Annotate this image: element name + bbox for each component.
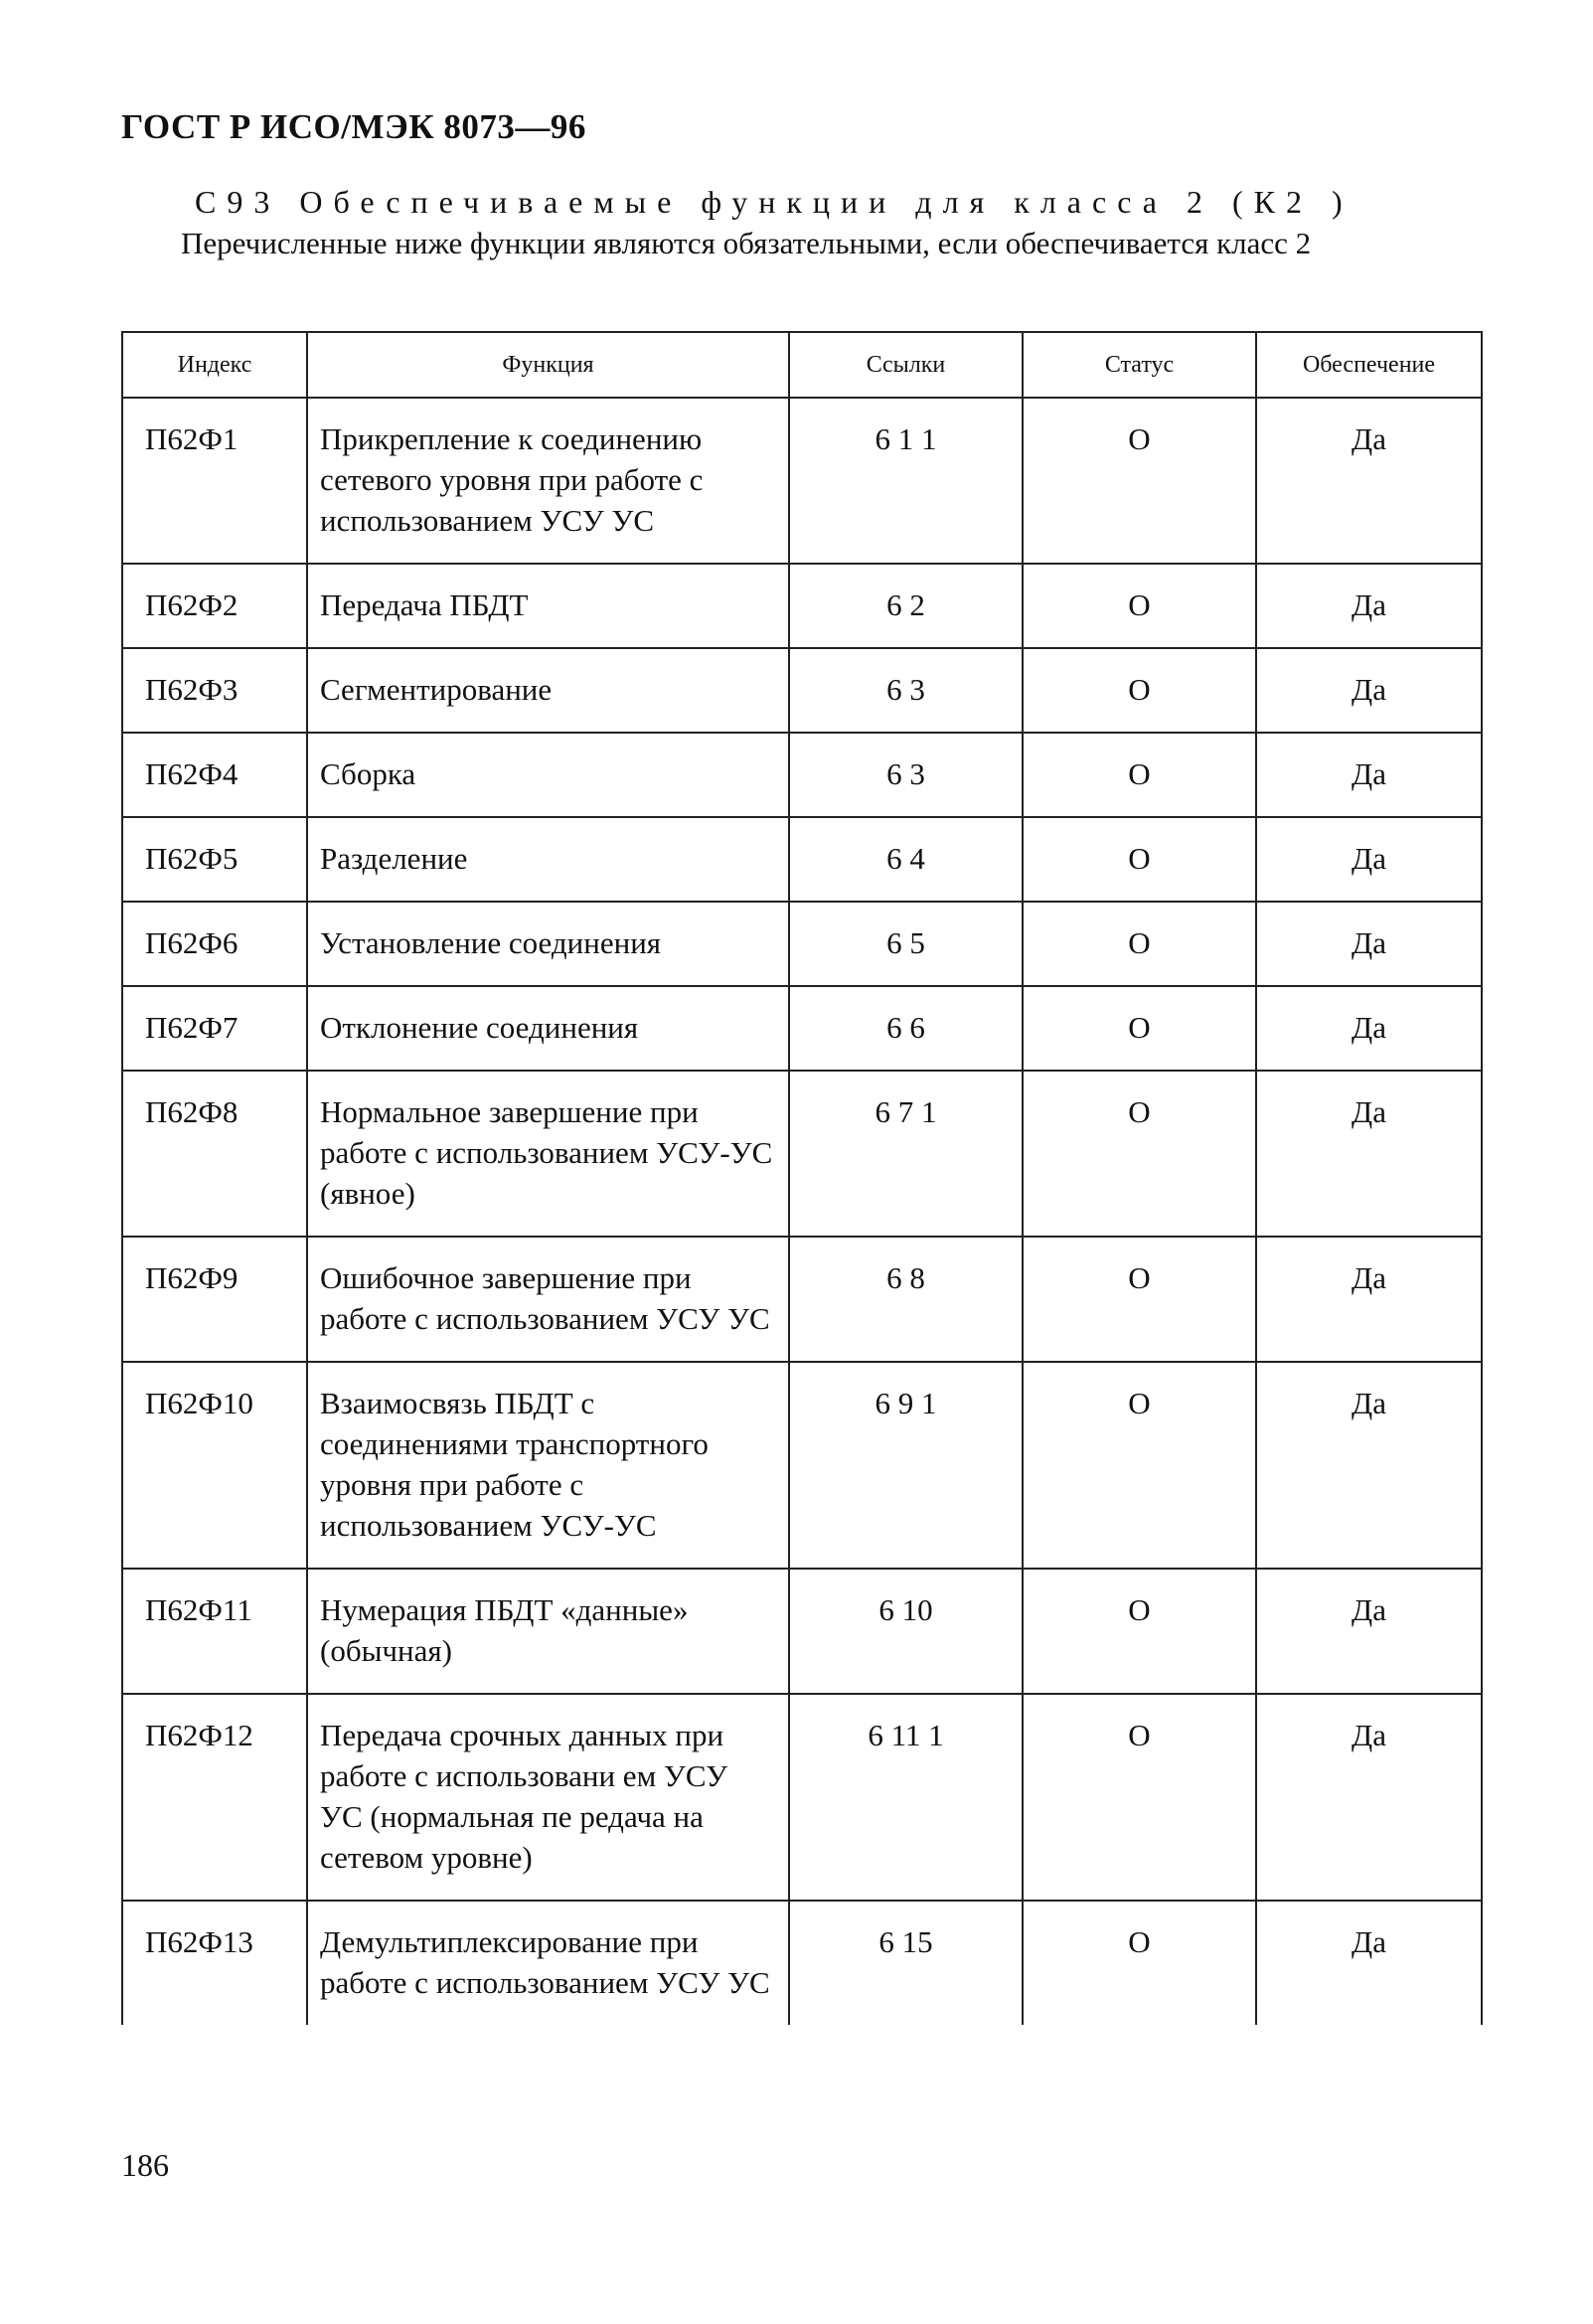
page-number: 186: [121, 2147, 169, 2183]
row-index: П62Ф3: [122, 648, 307, 733]
row-provision: Да: [1256, 398, 1482, 564]
row-status: О: [1023, 1569, 1256, 1694]
row-status: О: [1023, 986, 1256, 1071]
functions-table: [121, 331, 1483, 2025]
table-row: [122, 902, 1482, 986]
row-status: О: [1023, 733, 1256, 817]
row-status: О: [1023, 817, 1256, 902]
table-row: [122, 733, 1482, 817]
row-index: П62Ф10: [122, 1362, 307, 1569]
row-provision: Да: [1256, 1071, 1482, 1237]
page-header: ГОСТ Р ИСО/МЭК 8073—96: [121, 107, 586, 146]
column-header-function: Функция: [307, 332, 789, 398]
row-provision: Да: [1256, 1569, 1482, 1694]
row-function: Сегментирование: [307, 648, 789, 733]
row-function: Нормальное завершение при работе с использованием УСУ-УС (явное): [307, 1071, 789, 1237]
row-provision: Да: [1256, 817, 1482, 902]
row-index: П62Ф7: [122, 986, 307, 1071]
table-row: [122, 1694, 1482, 1901]
row-status: О: [1023, 564, 1256, 648]
column-header-provision: Обеспечение: [1256, 332, 1482, 398]
row-function: Передача срочных данных при работе с использовани ем УСУ УС (нормальная пе редача на сетевом уровне): [307, 1694, 789, 1901]
row-reference: 6 11 1: [789, 1694, 1023, 1901]
row-index: П62Ф6: [122, 902, 307, 986]
row-provision: Да: [1256, 648, 1482, 733]
table-row: [122, 564, 1482, 648]
row-status: О: [1023, 1694, 1256, 1901]
row-index: П62Ф5: [122, 817, 307, 902]
row-reference: 6 6: [789, 986, 1023, 1071]
row-status: О: [1023, 1237, 1256, 1362]
row-provision: Да: [1256, 1237, 1482, 1362]
table-row: [122, 1569, 1482, 1694]
row-provision: Да: [1256, 564, 1482, 648]
row-index: П62Ф2: [122, 564, 307, 648]
row-provision: Да: [1256, 733, 1482, 817]
row-reference: 6 9 1: [789, 1362, 1023, 1569]
row-provision: Да: [1256, 902, 1482, 986]
row-index: П62Ф13: [122, 1901, 307, 2025]
table-row: [122, 1362, 1482, 1569]
table-row: [122, 1071, 1482, 1237]
table-row: [122, 1237, 1482, 1362]
row-function: Разделение: [307, 817, 789, 902]
row-reference: 6 4: [789, 817, 1023, 902]
row-provision: Да: [1256, 1362, 1482, 1569]
table-row: [122, 817, 1482, 902]
row-index: П62Ф1: [122, 398, 307, 564]
row-function: Отклонение соединения: [307, 986, 789, 1071]
column-header-references: Ссылки: [789, 332, 1023, 398]
row-reference: 6 5: [789, 902, 1023, 986]
row-function: Нумерация ПБДТ «данные» (обычная): [307, 1569, 789, 1694]
row-reference: 6 15: [789, 1901, 1023, 2025]
row-function: Ошибочное завершение при работе с использованием УСУ УС: [307, 1237, 789, 1362]
column-header-status: Статус: [1023, 332, 1256, 398]
row-function: Передача ПБДТ: [307, 564, 789, 648]
row-function: Прикрепление к соединению сетевого уровня при работе с использованием УСУ УС: [307, 398, 789, 564]
row-function: Взаимосвязь ПБДТ с соединениями транспортного уровня при работе с использованием УСУ-УС: [307, 1362, 789, 1569]
row-index: П62Ф9: [122, 1237, 307, 1362]
row-provision: Да: [1256, 1901, 1482, 2025]
row-status: О: [1023, 902, 1256, 986]
row-index: П62Ф12: [122, 1694, 307, 1901]
section-title: С93 Обеспечиваемые функции для класса 2 (К2 ): [195, 184, 1354, 220]
row-reference: 6 10: [789, 1569, 1023, 1694]
table-row: [122, 1901, 1482, 2025]
row-index: П62Ф4: [122, 733, 307, 817]
table-row: [122, 398, 1482, 564]
row-reference: 6 2: [789, 564, 1023, 648]
intro-paragraph: Перечисленные ниже функции являются обязательными, если обеспечивается класс 2: [181, 226, 1312, 260]
row-status: О: [1023, 648, 1256, 733]
row-provision: Да: [1256, 1694, 1482, 1901]
row-reference: 6 3: [789, 733, 1023, 817]
row-index: П62Ф11: [122, 1569, 307, 1694]
column-header-index: Индекс: [122, 332, 307, 398]
row-function: Демультиплексирование при работе с использованием УСУ УС: [307, 1901, 789, 2025]
row-reference: 6 3: [789, 648, 1023, 733]
row-reference: 6 1 1: [789, 398, 1023, 564]
row-status: О: [1023, 1362, 1256, 1569]
table-header-row: [122, 332, 1482, 398]
row-provision: Да: [1256, 986, 1482, 1071]
table-row: [122, 986, 1482, 1071]
row-status: О: [1023, 1901, 1256, 2025]
row-reference: 6 7 1: [789, 1071, 1023, 1237]
table-row: [122, 648, 1482, 733]
row-function: Сборка: [307, 733, 789, 817]
row-status: О: [1023, 1071, 1256, 1237]
row-function: Установление соединения: [307, 902, 789, 986]
row-reference: 6 8: [789, 1237, 1023, 1362]
row-index: П62Ф8: [122, 1071, 307, 1237]
row-status: О: [1023, 398, 1256, 564]
